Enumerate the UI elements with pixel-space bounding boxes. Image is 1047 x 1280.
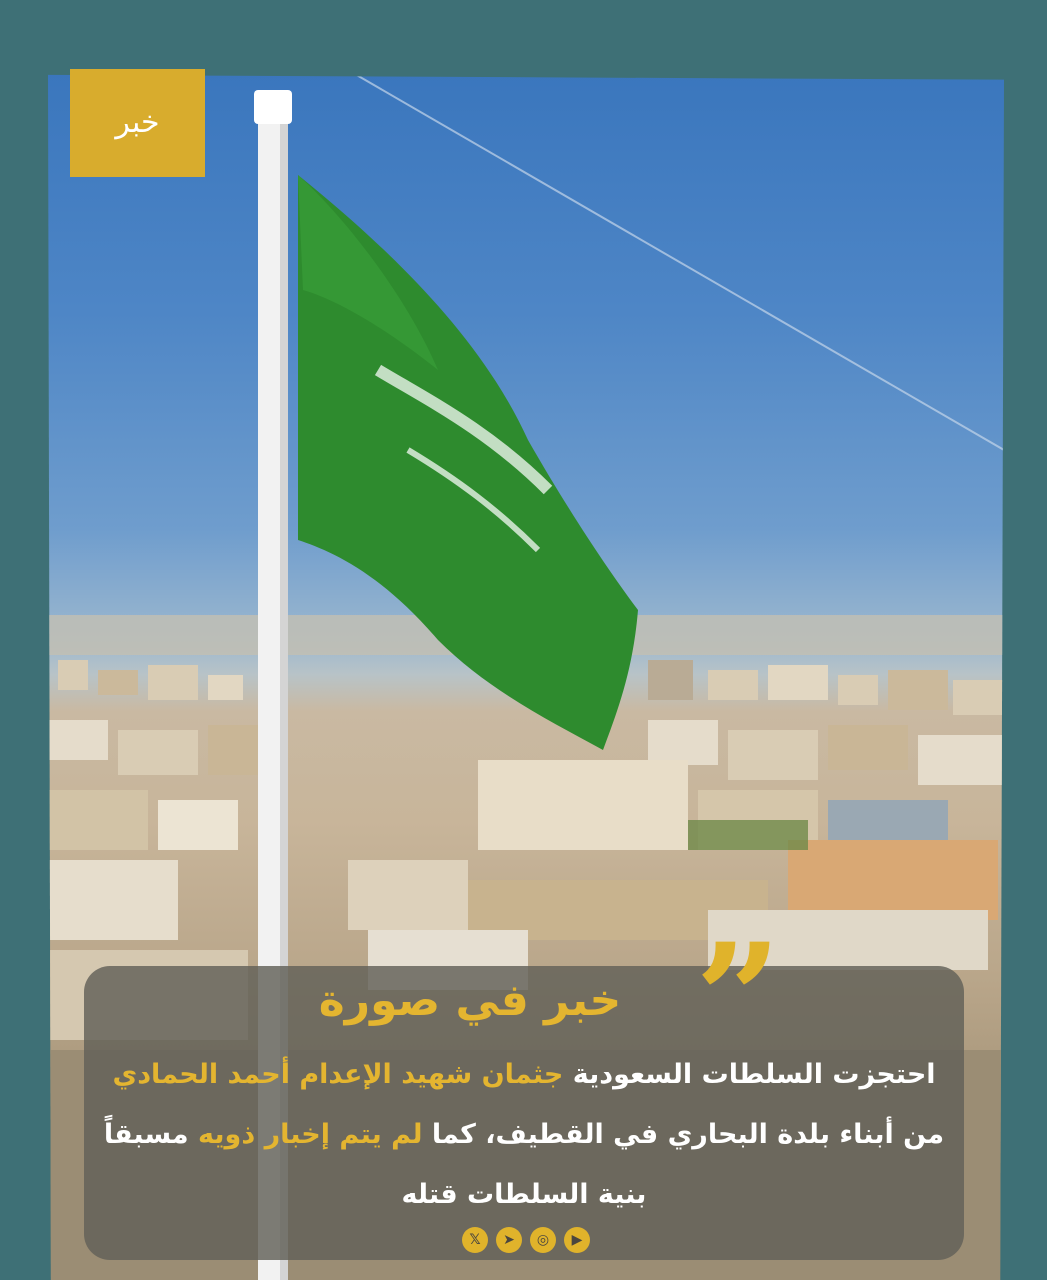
news-body-segment: احتجزت السلطات السعودية	[563, 1059, 936, 1090]
x-icon[interactable]: 𝕏	[462, 1227, 488, 1253]
news-body-segment: مسبقاً بنية السلطات قتله	[103, 1119, 647, 1210]
news-body-highlight: جثمان شهيد الإعدام أحمد الحمادي	[112, 1059, 564, 1090]
brand-logo[interactable]	[70, 69, 205, 177]
youtube-icon[interactable]: ▶	[564, 1227, 590, 1253]
news-body-highlight: لم يتم إخبار ذويه	[198, 1119, 423, 1150]
telegram-icon[interactable]: ➤	[496, 1227, 522, 1253]
social-links	[462, 1227, 590, 1253]
brand-logo-text: خبر	[115, 105, 160, 140]
globe-icon[interactable]: ◎	[530, 1227, 556, 1253]
card-title: خبر في صورة	[318, 975, 622, 1026]
news-body-segment: من أبناء بلدة البحاري في القطيف، كما	[422, 1119, 945, 1150]
quote-icon: ”	[695, 911, 782, 1087]
news-body	[100, 1045, 948, 1225]
